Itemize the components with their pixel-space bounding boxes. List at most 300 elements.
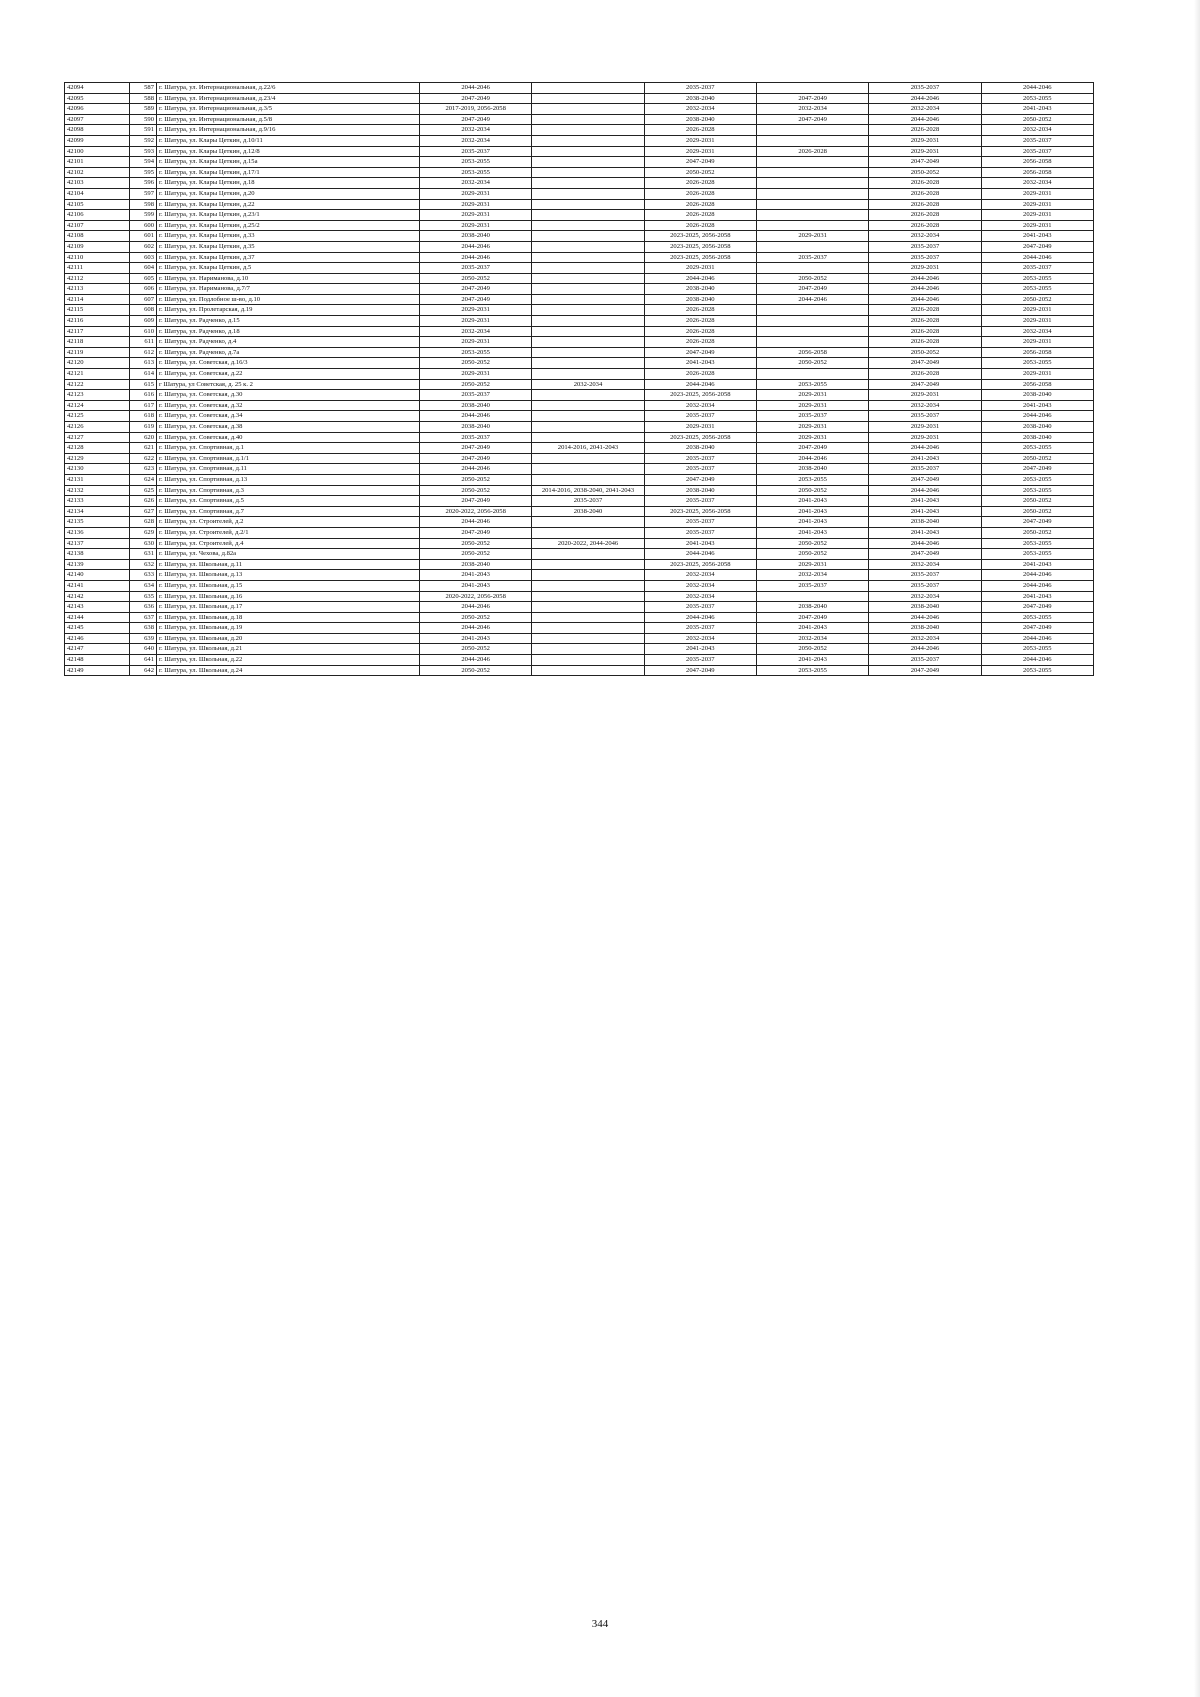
row-period-5: 2038-2040 <box>869 517 981 528</box>
row-address: г. Шатура, ул. Клары Цеткин, д.5 <box>157 263 420 274</box>
row-address: г. Шатура, ул. Школьная, д.18 <box>157 612 420 623</box>
row-address: г. Шатура, ул. Радченко, д.15 <box>157 316 420 327</box>
row-period-3: 2026-2028 <box>644 199 756 210</box>
table-row <box>65 252 1094 263</box>
row-period-1: 2047-2049 <box>420 527 532 538</box>
row-period-2 <box>532 146 644 157</box>
row-number: 609 <box>130 316 157 327</box>
row-period-4 <box>756 263 868 274</box>
row-period-5: 2029-2031 <box>869 146 981 157</box>
row-number: 641 <box>130 655 157 666</box>
row-address: г. Шатура, ул. Нариманова, д.10 <box>157 273 420 284</box>
row-address: г. Шатура, ул. Школьная, д.21 <box>157 644 420 655</box>
row-period-2 <box>532 591 644 602</box>
row-period-4 <box>756 316 868 327</box>
row-period-6: 2035-2037 <box>981 263 1093 274</box>
row-period-6: 2029-2031 <box>981 220 1093 231</box>
table-row <box>65 326 1094 337</box>
row-period-3: 2035-2037 <box>644 602 756 613</box>
row-period-3: 2026-2028 <box>644 178 756 189</box>
row-period-1: 2038-2040 <box>420 400 532 411</box>
row-period-6: 2044-2046 <box>981 633 1093 644</box>
row-code: 42126 <box>65 422 130 433</box>
row-period-3: 2026-2028 <box>644 305 756 316</box>
row-period-5: 2026-2028 <box>869 178 981 189</box>
row-period-6: 2035-2037 <box>981 135 1093 146</box>
row-code: 42120 <box>65 358 130 369</box>
table-row <box>65 125 1094 136</box>
row-period-2 <box>532 400 644 411</box>
row-period-6: 2050-2052 <box>981 496 1093 507</box>
table-row <box>65 602 1094 613</box>
row-period-1: 2050-2052 <box>420 665 532 676</box>
row-code: 42110 <box>65 252 130 263</box>
row-period-1: 2050-2052 <box>420 379 532 390</box>
row-period-3: 2023-2025, 2056-2058 <box>644 241 756 252</box>
row-period-4 <box>756 305 868 316</box>
row-period-6: 2029-2031 <box>981 316 1093 327</box>
row-period-5: 2035-2037 <box>869 241 981 252</box>
row-period-2 <box>532 263 644 274</box>
row-period-6: 2053-2055 <box>981 273 1093 284</box>
row-period-4: 2026-2028 <box>756 146 868 157</box>
row-period-2 <box>532 83 644 94</box>
row-period-4: 2050-2052 <box>756 549 868 560</box>
table-row <box>65 305 1094 316</box>
row-address: г. Шатура, ул. Советская, д.34 <box>157 411 420 422</box>
row-period-2 <box>532 337 644 348</box>
row-code: 42145 <box>65 623 130 634</box>
row-code: 42109 <box>65 241 130 252</box>
row-period-5: 2038-2040 <box>869 602 981 613</box>
row-period-2 <box>532 284 644 295</box>
row-period-6: 2029-2031 <box>981 305 1093 316</box>
row-address: г. Шатура, ул. Интернациональная, д.22/6 <box>157 83 420 94</box>
row-code: 42133 <box>65 496 130 507</box>
row-period-2 <box>532 241 644 252</box>
row-period-5: 2026-2028 <box>869 220 981 231</box>
row-period-6: 2053-2055 <box>981 443 1093 454</box>
row-period-2 <box>532 252 644 263</box>
row-number: 627 <box>130 506 157 517</box>
row-number: 600 <box>130 220 157 231</box>
row-number: 630 <box>130 538 157 549</box>
row-period-6: 2053-2055 <box>981 284 1093 295</box>
row-code: 42115 <box>65 305 130 316</box>
table-row <box>65 347 1094 358</box>
row-period-4 <box>756 241 868 252</box>
row-code: 42129 <box>65 453 130 464</box>
table-row <box>65 369 1094 380</box>
row-period-6: 2038-2040 <box>981 390 1093 401</box>
row-period-5: 2047-2049 <box>869 474 981 485</box>
table-row <box>65 294 1094 305</box>
row-number: 633 <box>130 570 157 581</box>
row-period-3: 2044-2046 <box>644 273 756 284</box>
row-period-2 <box>532 316 644 327</box>
row-period-3: 2035-2037 <box>644 411 756 422</box>
row-period-6: 2044-2046 <box>981 83 1093 94</box>
row-period-5: 2041-2043 <box>869 496 981 507</box>
row-period-4: 2044-2046 <box>756 453 868 464</box>
row-period-3: 2035-2037 <box>644 527 756 538</box>
table-row <box>65 400 1094 411</box>
row-period-1: 2050-2052 <box>420 273 532 284</box>
row-number: 642 <box>130 665 157 676</box>
row-number: 631 <box>130 549 157 560</box>
row-number: 588 <box>130 93 157 104</box>
row-period-3: 2035-2037 <box>644 453 756 464</box>
row-number: 604 <box>130 263 157 274</box>
row-period-5: 2044-2046 <box>869 485 981 496</box>
row-period-4: 2050-2052 <box>756 273 868 284</box>
row-period-1: 2044-2046 <box>420 517 532 528</box>
row-period-3: 2035-2037 <box>644 517 756 528</box>
row-number: 625 <box>130 485 157 496</box>
row-number: 608 <box>130 305 157 316</box>
row-period-4: 2047-2049 <box>756 93 868 104</box>
row-period-5: 2026-2028 <box>869 188 981 199</box>
row-code: 42108 <box>65 231 130 242</box>
row-period-5: 2044-2046 <box>869 644 981 655</box>
row-period-5: 2026-2028 <box>869 326 981 337</box>
table-row <box>65 358 1094 369</box>
table-body <box>65 83 1094 676</box>
row-number: 624 <box>130 474 157 485</box>
table-row <box>65 538 1094 549</box>
table-row <box>65 316 1094 327</box>
table-row <box>65 612 1094 623</box>
row-period-3: 2023-2025, 2056-2058 <box>644 390 756 401</box>
row-period-3: 2035-2037 <box>644 496 756 507</box>
row-period-3: 2044-2046 <box>644 549 756 560</box>
row-code: 42136 <box>65 527 130 538</box>
row-period-4 <box>756 188 868 199</box>
row-period-6: 2053-2055 <box>981 538 1093 549</box>
row-period-6: 2050-2052 <box>981 527 1093 538</box>
row-code: 42123 <box>65 390 130 401</box>
row-address: г. Шатура, ул. Клары Цеткин, д.37 <box>157 252 420 263</box>
row-period-6: 2047-2049 <box>981 464 1093 475</box>
row-period-4 <box>756 178 868 189</box>
row-period-6: 2050-2052 <box>981 294 1093 305</box>
row-code: 42141 <box>65 580 130 591</box>
row-period-5: 2044-2046 <box>869 284 981 295</box>
row-period-6: 2053-2055 <box>981 358 1093 369</box>
row-number: 617 <box>130 400 157 411</box>
row-period-2: 2014-2016, 2038-2040, 2041-2043 <box>532 485 644 496</box>
table-row <box>65 591 1094 602</box>
row-number: 621 <box>130 443 157 454</box>
row-period-1: 2044-2046 <box>420 464 532 475</box>
row-period-4: 2038-2040 <box>756 602 868 613</box>
row-number: 614 <box>130 369 157 380</box>
row-number: 635 <box>130 591 157 602</box>
table-row <box>65 114 1094 125</box>
row-period-6: 2044-2046 <box>981 570 1093 581</box>
row-period-1: 2047-2049 <box>420 453 532 464</box>
scan-edge-shadow <box>1194 0 1200 1697</box>
table-row <box>65 633 1094 644</box>
row-period-4: 2041-2043 <box>756 527 868 538</box>
row-period-1: 2020-2022, 2056-2058 <box>420 591 532 602</box>
row-address: г. Шатура, ул. Клары Цеткин, д.18 <box>157 178 420 189</box>
row-period-2 <box>532 326 644 337</box>
row-address: г. Шатура, ул. Школьная, д.19 <box>157 623 420 634</box>
row-period-5: 2044-2046 <box>869 612 981 623</box>
row-address: г. Шатура, ул. Нариманова, д.7/7 <box>157 284 420 295</box>
row-number: 601 <box>130 231 157 242</box>
row-period-5: 2044-2046 <box>869 294 981 305</box>
row-period-6: 2053-2055 <box>981 485 1093 496</box>
row-period-5: 2047-2049 <box>869 358 981 369</box>
row-period-4: 2041-2043 <box>756 623 868 634</box>
row-period-2 <box>532 644 644 655</box>
row-period-5: 2029-2031 <box>869 390 981 401</box>
row-period-6: 2032-2034 <box>981 125 1093 136</box>
row-period-5: 2029-2031 <box>869 135 981 146</box>
row-period-2 <box>532 655 644 666</box>
row-period-6: 2029-2031 <box>981 210 1093 221</box>
row-period-1: 2038-2040 <box>420 231 532 242</box>
table-row <box>65 506 1094 517</box>
row-address: г. Шатура, ул. Советская, д.30 <box>157 390 420 401</box>
row-number: 605 <box>130 273 157 284</box>
row-period-4: 2041-2043 <box>756 496 868 507</box>
row-period-2 <box>532 464 644 475</box>
table-row <box>65 580 1094 591</box>
row-period-3: 2026-2028 <box>644 316 756 327</box>
row-address: г. Шатура, ул. Клары Цеткин, д.25/2 <box>157 220 420 231</box>
row-number: 629 <box>130 527 157 538</box>
row-period-2 <box>532 358 644 369</box>
row-period-1: 2032-2034 <box>420 135 532 146</box>
row-number: 620 <box>130 432 157 443</box>
row-period-4: 2032-2034 <box>756 104 868 115</box>
row-period-3: 2035-2037 <box>644 655 756 666</box>
row-period-4: 2035-2037 <box>756 580 868 591</box>
row-period-3: 2050-2052 <box>644 167 756 178</box>
row-code: 42143 <box>65 602 130 613</box>
row-period-1: 2035-2037 <box>420 432 532 443</box>
row-code: 42117 <box>65 326 130 337</box>
row-period-6: 2056-2058 <box>981 157 1093 168</box>
table-row <box>65 199 1094 210</box>
row-period-1: 2044-2046 <box>420 241 532 252</box>
row-code: 42111 <box>65 263 130 274</box>
table-row <box>65 263 1094 274</box>
row-code: 42147 <box>65 644 130 655</box>
row-address: г. Шатура, ул. Советская, д.16/3 <box>157 358 420 369</box>
row-period-1: 2053-2055 <box>420 157 532 168</box>
row-period-2 <box>532 665 644 676</box>
row-period-1: 2035-2037 <box>420 390 532 401</box>
row-period-2 <box>532 93 644 104</box>
row-address: г. Шатура, ул. Подлобное ш-во, д.10 <box>157 294 420 305</box>
row-period-6: 2032-2034 <box>981 178 1093 189</box>
row-period-2 <box>532 188 644 199</box>
row-address: г. Шатура, ул. Спортивная, д.1 <box>157 443 420 454</box>
row-period-1: 2038-2040 <box>420 422 532 433</box>
row-period-6: 2044-2046 <box>981 580 1093 591</box>
row-address: г. Шатура, ул. Радченко, д.7а <box>157 347 420 358</box>
table-row <box>65 93 1094 104</box>
row-period-4: 2035-2037 <box>756 411 868 422</box>
row-period-2 <box>532 347 644 358</box>
row-code: 42096 <box>65 104 130 115</box>
row-number: 596 <box>130 178 157 189</box>
row-period-4 <box>756 591 868 602</box>
row-period-3: 2035-2037 <box>644 83 756 94</box>
row-period-5: 2026-2028 <box>869 337 981 348</box>
row-code: 42125 <box>65 411 130 422</box>
row-period-1: 2053-2055 <box>420 347 532 358</box>
row-period-3: 2047-2049 <box>644 347 756 358</box>
row-period-6: 2044-2046 <box>981 252 1093 263</box>
row-period-6: 2053-2055 <box>981 549 1093 560</box>
row-address: г. Шатура, ул. Радченко, д.4 <box>157 337 420 348</box>
row-number: 637 <box>130 612 157 623</box>
row-period-2 <box>532 411 644 422</box>
row-period-6: 2044-2046 <box>981 655 1093 666</box>
row-period-6: 2029-2031 <box>981 188 1093 199</box>
housing-register-table <box>64 82 1094 676</box>
row-period-3: 2029-2031 <box>644 422 756 433</box>
row-period-5: 2026-2028 <box>869 305 981 316</box>
row-period-6: 2056-2058 <box>981 379 1093 390</box>
row-address: г. Шатура, ул. Клары Цеткин, д.23/1 <box>157 210 420 221</box>
table-row <box>65 210 1094 221</box>
table-row <box>65 135 1094 146</box>
row-period-1: 2029-2031 <box>420 305 532 316</box>
row-period-2 <box>532 612 644 623</box>
row-period-4: 2044-2046 <box>756 294 868 305</box>
row-period-5: 2047-2049 <box>869 157 981 168</box>
row-number: 603 <box>130 252 157 263</box>
row-number: 632 <box>130 559 157 570</box>
row-period-1: 2029-2031 <box>420 188 532 199</box>
row-period-2 <box>532 390 644 401</box>
row-address: г. Шатура, ул. Спортивная, д.7 <box>157 506 420 517</box>
row-number: 587 <box>130 83 157 94</box>
row-period-4: 2032-2034 <box>756 633 868 644</box>
row-period-5: 2029-2031 <box>869 422 981 433</box>
row-period-3: 2026-2028 <box>644 326 756 337</box>
row-period-4: 2029-2031 <box>756 559 868 570</box>
row-period-2: 2032-2034 <box>532 379 644 390</box>
row-code: 42094 <box>65 83 130 94</box>
table-row <box>65 220 1094 231</box>
row-period-2 <box>532 294 644 305</box>
row-period-3: 2032-2034 <box>644 633 756 644</box>
row-period-5: 2029-2031 <box>869 432 981 443</box>
row-period-1: 2017-2019, 2056-2058 <box>420 104 532 115</box>
row-period-5: 2026-2028 <box>869 316 981 327</box>
row-address: г. Шатура, ул. Школьная, д.15 <box>157 580 420 591</box>
row-period-4 <box>756 157 868 168</box>
row-period-4: 2047-2049 <box>756 284 868 295</box>
row-period-6: 2050-2052 <box>981 114 1093 125</box>
row-period-1: 2047-2049 <box>420 284 532 295</box>
row-period-3: 2032-2034 <box>644 104 756 115</box>
row-period-4: 2035-2037 <box>756 252 868 263</box>
row-period-4: 2041-2043 <box>756 655 868 666</box>
row-period-1: 2047-2049 <box>420 114 532 125</box>
row-address: г. Шатура, ул. Клары Цеткин, д.12/8 <box>157 146 420 157</box>
row-period-1: 2050-2052 <box>420 612 532 623</box>
row-period-2 <box>532 369 644 380</box>
row-period-2 <box>532 167 644 178</box>
table-row <box>65 485 1094 496</box>
row-period-2: 2020-2022, 2044-2046 <box>532 538 644 549</box>
table-row <box>65 273 1094 284</box>
page-number: 344 <box>591 1618 609 1630</box>
row-period-4 <box>756 167 868 178</box>
row-period-3: 2029-2031 <box>644 135 756 146</box>
row-address: г. Шатура, ул. Клары Цеткин, д.15а <box>157 157 420 168</box>
row-number: 594 <box>130 157 157 168</box>
row-number: 638 <box>130 623 157 634</box>
row-address: г. Шатура, ул. Строителей, д.2 <box>157 517 420 528</box>
row-period-3: 2038-2040 <box>644 284 756 295</box>
row-period-5: 2044-2046 <box>869 538 981 549</box>
table-row <box>65 422 1094 433</box>
row-code: 42139 <box>65 559 130 570</box>
row-code: 42149 <box>65 665 130 676</box>
table-row <box>65 188 1094 199</box>
row-code: 42100 <box>65 146 130 157</box>
row-period-5: 2035-2037 <box>869 655 981 666</box>
row-code: 42116 <box>65 316 130 327</box>
row-period-5: 2035-2037 <box>869 570 981 581</box>
row-number: 589 <box>130 104 157 115</box>
row-number: 636 <box>130 602 157 613</box>
table-row <box>65 665 1094 676</box>
row-period-3: 2047-2049 <box>644 157 756 168</box>
row-address: г. Шатура, ул. Пролетарская, д.19 <box>157 305 420 316</box>
row-period-5: 2038-2040 <box>869 623 981 634</box>
row-period-4: 2038-2040 <box>756 464 868 475</box>
row-address: г. Шатура, ул. Советская, д.40 <box>157 432 420 443</box>
row-period-4 <box>756 220 868 231</box>
row-period-3: 2026-2028 <box>644 337 756 348</box>
row-period-3: 2026-2028 <box>644 188 756 199</box>
row-period-5: 2026-2028 <box>869 125 981 136</box>
row-address: г. Шатура, ул. Интернациональная, д.5/8 <box>157 114 420 125</box>
row-period-5: 2026-2028 <box>869 210 981 221</box>
row-period-3: 2044-2046 <box>644 379 756 390</box>
row-period-2 <box>532 517 644 528</box>
row-number: 612 <box>130 347 157 358</box>
row-period-5: 2041-2043 <box>869 527 981 538</box>
row-period-5: 2047-2049 <box>869 665 981 676</box>
row-number: 616 <box>130 390 157 401</box>
row-period-1: 2050-2052 <box>420 358 532 369</box>
row-code: 42099 <box>65 135 130 146</box>
row-period-1: 2035-2037 <box>420 263 532 274</box>
row-address: г. Шатура, ул. Строителей, д.2/1 <box>157 527 420 538</box>
row-period-4: 2056-2058 <box>756 347 868 358</box>
row-period-5: 2032-2034 <box>869 559 981 570</box>
row-period-6: 2041-2043 <box>981 559 1093 570</box>
row-period-3: 2032-2034 <box>644 570 756 581</box>
row-period-3: 2023-2025, 2056-2058 <box>644 506 756 517</box>
row-code: 42134 <box>65 506 130 517</box>
row-number: 602 <box>130 241 157 252</box>
row-period-2 <box>532 549 644 560</box>
row-period-4 <box>756 337 868 348</box>
row-period-1: 2020-2022, 2056-2058 <box>420 506 532 517</box>
